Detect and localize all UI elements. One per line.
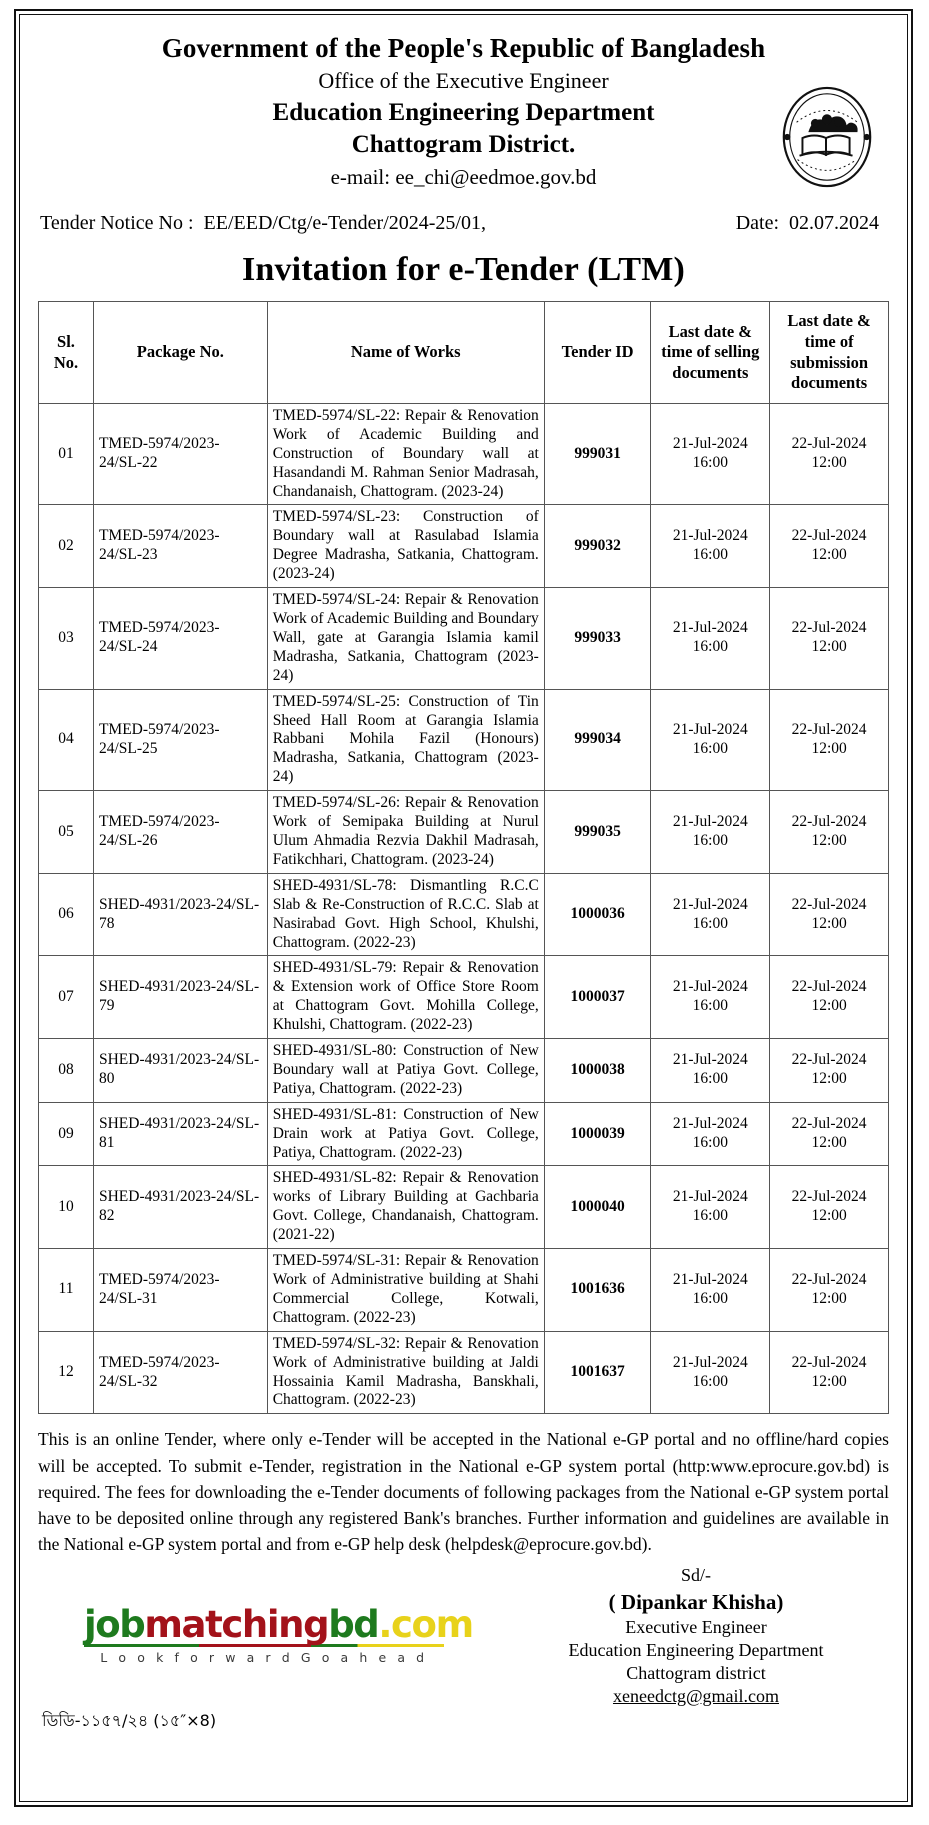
document-footer [38,1564,889,1730]
cell-name-of-works: TMED-5974/SL-32: Repair & Renovation Work of Administrative building at Jaldi Hossainia Kamil Madrasha, Banskhali, Chattogram. (2022-23) [267,1331,544,1414]
cell-submission-datetime [770,1249,889,1332]
jobmatchingbd-logo [84,1602,473,1665]
document-header [38,33,889,190]
selling-date: 21-Jul-2024 [672,978,748,996]
cell-submission-datetime [770,1331,889,1414]
jobmatchingbd-wordmark [84,1602,473,1646]
cell-package-no: TMED-5974/2023-24/SL-26 [93,791,267,874]
cell-tender-id: 1000036 [544,873,651,956]
cell-sl-no: 10 [39,1166,94,1249]
cell-submission-datetime [770,1039,889,1103]
cell-tender-id: 1000040 [544,1166,651,1249]
cell-sl-no: 02 [39,505,94,588]
table-row [39,403,889,505]
memo-reference-line: ডিডি-১১৫৭/২৪ (১৫″×8) [42,1710,217,1730]
submission-time: 12:00 [811,638,847,656]
submission-date: 22-Jul-2024 [791,435,867,453]
submission-date: 22-Jul-2024 [791,1051,867,1069]
submission-time: 12:00 [811,546,847,564]
district-line: Chattogram District. [351,131,576,159]
page-title: Invitation for e-Tender (LTM) [241,251,686,289]
cell-selling-datetime [651,1331,770,1414]
cell-submission-datetime [770,588,889,690]
submission-date: 22-Jul-2024 [791,1188,867,1206]
submission-time: 12:00 [811,739,847,757]
table-row [39,689,889,791]
submission-date: 22-Jul-2024 [791,895,867,913]
table-row [39,1166,889,1249]
table-row [39,791,889,874]
selling-time: 16:00 [692,546,728,564]
table-row [39,956,889,1039]
selling-time: 16:00 [692,997,728,1015]
submission-time: 12:00 [811,831,847,849]
table-header-row [39,302,889,404]
cell-selling-datetime [651,791,770,874]
cell-selling-datetime [651,403,770,505]
cell-sl-no: 11 [39,1249,94,1332]
cell-selling-datetime [651,588,770,690]
selling-time: 16:00 [692,1207,728,1225]
selling-date: 21-Jul-2024 [672,895,748,913]
table-row [39,1039,889,1103]
cell-sl-no: 05 [39,791,94,874]
selling-date: 21-Jul-2024 [672,1115,748,1133]
logo-part-job: job [84,1602,145,1646]
cell-package-no: TMED-5974/2023-24/SL-23 [93,505,267,588]
signature-sd: Sd/- [680,1564,711,1585]
col-header-package: Package No. [93,302,267,404]
document-inner-border [19,14,908,1802]
submission-date: 22-Jul-2024 [791,1271,867,1288]
selling-date: 21-Jul-2024 [672,813,748,831]
submission-date: 22-Jul-2024 [791,619,867,637]
submission-time: 12:00 [811,1289,847,1307]
document-page [14,9,913,1807]
cell-name-of-works: TMED-5974/SL-25: Construction of Tin Sheed Hall Room at Garangia Islamia Rabbani Mohila Fazil (Honours) Madrasha, Satkania, Chattogram (2023-24) [267,689,544,791]
selling-time: 16:00 [692,1289,728,1307]
submission-date: 22-Jul-2024 [791,813,867,831]
cell-tender-id: 999031 [544,403,651,505]
cell-selling-datetime [651,1166,770,1249]
cell-submission-datetime [770,1102,889,1166]
tender-table [38,301,889,1414]
selling-time: 16:00 [692,739,728,757]
cell-submission-datetime [770,873,889,956]
government-title: Government of the People's Republic of Bangladesh [161,33,766,63]
cell-package-no: SHED-4931/2023-24/SL-78 [93,873,267,956]
cell-sl-no: 09 [39,1102,94,1166]
cell-sl-no: 03 [39,588,94,690]
signatory-department: Education Engineering Department [568,1639,824,1660]
cell-name-of-works: TMED-5974/SL-23: Construction of Boundary wall at Rasulabad Islamia Degree Madrasha, Satkania, Chattogram. (2023-24) [267,505,544,588]
cell-selling-datetime [651,873,770,956]
table-row [39,588,889,690]
cell-tender-id: 1000037 [544,956,651,1039]
cell-package-no: SHED-4931/2023-24/SL-80 [93,1039,267,1103]
signatory-name: ( Dipankar Khisha) [608,1589,784,1614]
cell-sl-no: 06 [39,873,94,956]
cell-tender-id: 999035 [544,791,651,874]
col-header-submission-date: Last date & time of submission documents [770,302,889,404]
table-row [39,1102,889,1166]
cell-name-of-works: SHED-4931/SL-82: Repair & Renovation works of Library Building at Gachbaria Govt. College, Chandanaish, Chattogram. (2021-22) [267,1166,544,1249]
submission-time: 12:00 [811,1070,847,1088]
cell-selling-datetime [651,505,770,588]
cell-name-of-works: TMED-5974/SL-26: Repair & Renovation Work of Semipaka Building at Nurul Ulum Ahmadia Rezvia Dakhil Madrasah, Fatikchhari, Chattogram. (2023-24) [267,791,544,874]
cell-package-no: TMED-5974/2023-24/SL-22 [93,403,267,505]
table-row [39,1331,889,1414]
cell-sl-no: 01 [39,403,94,505]
logo-part-bd: bd [328,1602,379,1646]
cell-selling-datetime [651,689,770,791]
tender-note-paragraph: This is an online Tender, where only e-Tender will be accepted in the National e-GP portal and no offline/hard copies will be accepted. To submit e-Tender, registration in the National e-GP system portal (http:www.eprocure.gov.bd) is required. The fees for downloading the e-Tender documents of following packages from the National e-GP system portal have to be deposited online through any registered Bank's branches. Further information and guidelines are available in the National e-GP system portal and from e-GP help desk (helpdesk@eprocure.gov.bd). [38,1429,889,1555]
notice-meta-row [38,212,889,235]
cell-sl-no: 12 [39,1331,94,1414]
cell-name-of-works: SHED-4931/SL-79: Repair & Renovation & Extension work of Office Store Room at Chattogram Govt. Mohilla College, Khulshi, Chattogram. (2022-23) [267,956,544,1039]
submission-time: 12:00 [811,1372,847,1390]
cell-selling-datetime [651,1249,770,1332]
cell-tender-id: 1000039 [544,1102,651,1166]
selling-time: 16:00 [692,831,728,849]
cell-submission-datetime [770,505,889,588]
selling-time: 16:00 [692,1372,728,1390]
submission-time: 12:00 [811,1207,847,1225]
cell-submission-datetime [770,956,889,1039]
cell-sl-no: 07 [39,956,94,1039]
cell-tender-id: 999032 [544,505,651,588]
selling-time: 16:00 [692,638,728,656]
submission-time: 12:00 [811,997,847,1015]
cell-selling-datetime [651,956,770,1039]
cell-sl-no: 04 [39,689,94,791]
cell-name-of-works: TMED-5974/SL-22: Repair & Renovation Work of Academic Building and Construction of Boundary wall at Hasandandi M. Rahman Senior Madrasah, Chandanaish, Chattogram. (2023-24) [267,403,544,505]
signatory-post: Executive Engineer [625,1616,767,1637]
table-row [39,505,889,588]
cell-package-no: SHED-4931/2023-24/SL-82 [93,1166,267,1249]
submission-time: 12:00 [811,1134,847,1152]
cell-tender-id: 1000038 [544,1039,651,1103]
selling-date: 21-Jul-2024 [672,435,748,453]
signature-block [531,1564,861,1708]
cell-submission-datetime [770,403,889,505]
cell-package-no: TMED-5974/2023-24/SL-31 [93,1249,267,1332]
selling-date: 21-Jul-2024 [672,527,748,545]
cell-submission-datetime [770,1166,889,1249]
col-header-selling-date: Last date & time of selling documents [651,302,770,404]
submission-time: 12:00 [811,914,847,932]
education-emblem-icon [773,83,881,191]
selling-time: 16:00 [692,914,728,932]
cell-package-no: SHED-4931/2023-24/SL- 81 [93,1102,267,1166]
cell-submission-datetime [770,791,889,874]
col-header-sl: Sl. No. [39,302,94,404]
selling-time: 16:00 [692,1134,728,1152]
cell-package-no: TMED-5974/2023-24/SL-24 [93,588,267,690]
cell-name-of-works: SHED-4931/SL-81: Construction of New Drain work at Patiya Govt. College, Patiya, Chattogram. (2022-23) [267,1102,544,1166]
signatory-district: Chattogram district [626,1662,766,1683]
table-row [39,1249,889,1332]
selling-time: 16:00 [692,1070,728,1088]
selling-time: 16:00 [692,454,728,472]
cell-tender-id: 1001637 [544,1331,651,1414]
submission-date: 22-Jul-2024 [791,720,867,738]
logo-part-com: .com [378,1602,473,1646]
submission-date: 22-Jul-2024 [791,978,867,996]
col-header-works: Name of Works [267,302,544,404]
logo-tagline: L o o k f o r w a r d G o a h e a d [100,1649,428,1665]
cell-package-no: TMED-5974/2023-24/SL-25 [93,689,267,791]
department-line: Education Engineering Department [272,99,655,127]
cell-name-of-works: SHED-4931/SL-78: Dismantling R.C.C Slab & Re-Construction of R.C.C. Slab at Nasirabad Govt. High School, Khulshi, Chattogram. (2022-23) [267,873,544,956]
table-row [39,873,889,956]
cell-name-of-works: SHED-4931/SL-80: Construction of New Boundary wall at Patiya Govt. College, Patiya, Chattogram. (2022-23) [267,1039,544,1103]
cell-selling-datetime [651,1039,770,1103]
submission-time: 12:00 [811,454,847,472]
cell-package-no: TMED-5974/2023-24/SL-32 [93,1331,267,1414]
cell-name-of-works: TMED-5974/SL-24: Repair & Renovation Work of Academic Building and Boundary Wall, gate at Garangia Islamia kamil Madrasha, Satkania, Chattogram (2023-24) [267,588,544,690]
office-line: Office of the Executive Engineer [318,67,609,93]
selling-date: 21-Jul-2024 [672,1271,748,1288]
tender-table-body [39,403,889,1413]
selling-date: 21-Jul-2024 [672,720,748,738]
cell-selling-datetime [651,1102,770,1166]
selling-date: 21-Jul-2024 [672,1353,748,1371]
cell-tender-id: 999033 [544,588,651,690]
cell-tender-id: 1001636 [544,1249,651,1332]
header-email: e-mail: ee_chi@eedmoe.gov.bd [330,165,597,190]
submission-date: 22-Jul-2024 [791,1115,867,1133]
signatory-email: xeneedctg@gmail.com [612,1685,780,1706]
cell-submission-datetime [770,689,889,791]
cell-name-of-works: TMED-5974/SL-31: Repair & Renovation Work of Administrative building at Shahi Commercial College, Kotwali, Chattogram. (2022-23) [267,1249,544,1332]
logo-part-matching: matching [144,1602,329,1646]
cell-package-no: SHED-4931/2023-24/SL-79 [93,956,267,1039]
selling-date: 21-Jul-2024 [672,1051,748,1069]
notice-date: Date: 02.07.2024 [735,212,879,235]
tender-notice-no: Tender Notice No : EE/EED/Ctg/e-Tender/2024-25/01, [40,212,486,235]
selling-date: 21-Jul-2024 [672,619,748,637]
cell-sl-no: 08 [39,1039,94,1103]
submission-date: 22-Jul-2024 [791,527,867,545]
submission-date: 22-Jul-2024 [791,1353,867,1371]
col-header-tender-id: Tender ID [544,302,651,404]
selling-date: 21-Jul-2024 [672,1188,748,1206]
cell-tender-id: 999034 [544,689,651,791]
